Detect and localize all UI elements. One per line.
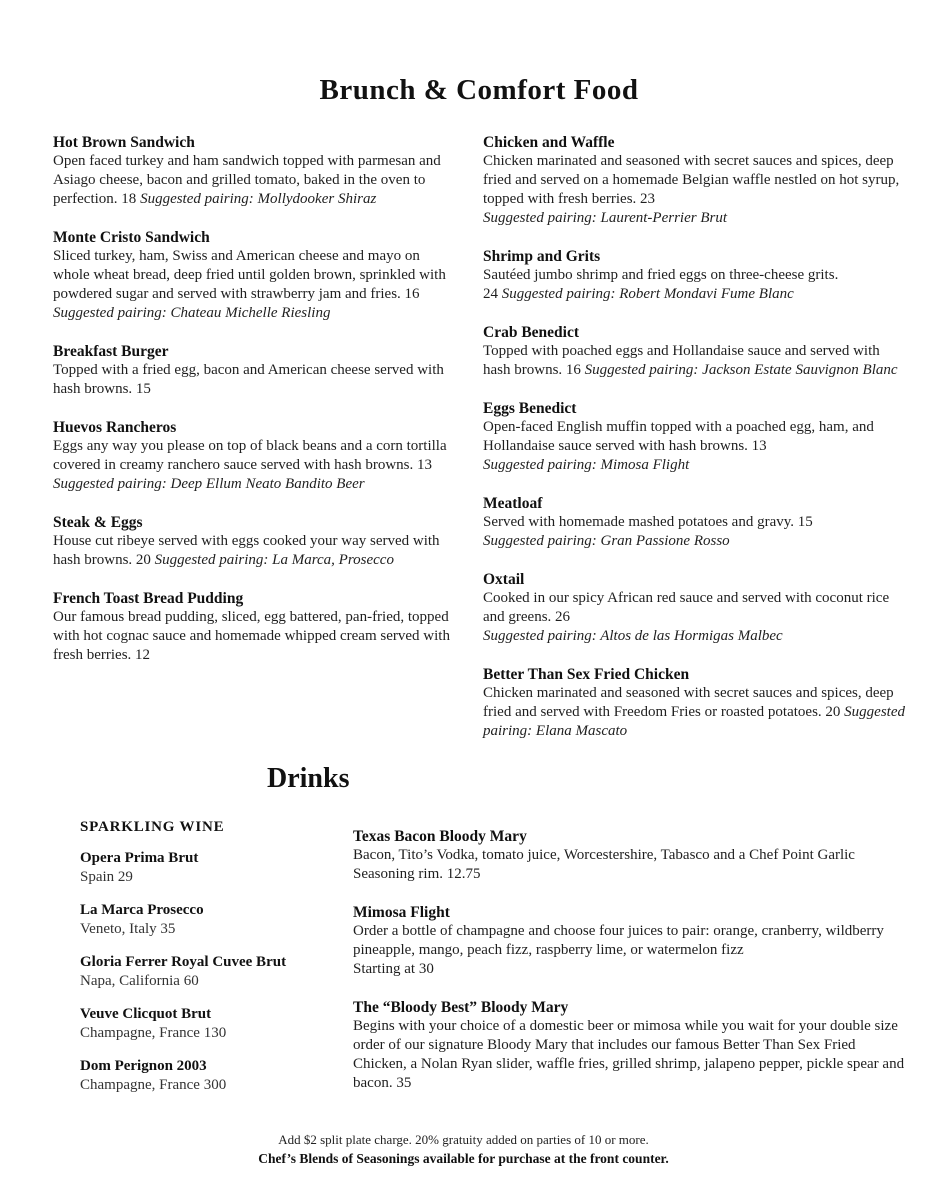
menu-item [353,903,905,979]
suggested-pairing: Suggested pairing: Chateau Michelle Riesling [53,305,331,321]
item-name: Meatloaf [483,495,543,512]
item-text: Open-faced English muffin topped with a poached egg, ham, and Hollandaise sauce served with hash browns. 13 [483,419,874,454]
menu-item [53,342,460,399]
item-description [53,247,460,323]
item-name: Steak & Eggs [53,514,143,531]
menu-item [53,418,460,494]
food-section [53,133,905,760]
menu-item [483,494,905,551]
item-text: Starting at 30 [353,961,434,977]
wine-item [80,1057,353,1095]
sparkling-wine-header: SPARKLING WINE [80,819,225,835]
item-text: Chicken marinated and seasoned with secret sauces and spices, deep fried and served on a homemade Belgian waffle nestled on hot syrup, topped with fresh berries. 23 [483,153,900,207]
suggested-pairing: Suggested pairing: Jackson Estate Sauvignon Blanc [584,362,898,378]
wine-region-price: Veneto, Italy 35 [80,921,176,937]
wine-region-price: Champagne, France 130 [80,1025,227,1041]
footer [0,1130,927,1168]
item-text: Bacon, Tito’s Vodka, tomato juice, Worcestershire, Tabasco and a Chef Point Garlic Seasoning rim. 12.75 [353,847,855,882]
footer-note-bold: Chef’s Blends of Seasonings available for purchase at the front counter. [258,1151,669,1166]
item-name: French Toast Bread Pudding [53,590,244,607]
wine-name: Gloria Ferrer Royal Cuvee Brut [80,954,287,970]
suggested-pairing: Suggested pairing: Elana Mascato [483,704,905,739]
suggested-pairing: Suggested pairing: Altos de las Hormigas Malbec [483,628,783,644]
wine-region-price: Spain 29 [80,869,133,885]
item-name: The “Bloody Best” Bloody Mary [353,999,569,1016]
menu-item [53,589,460,665]
suggested-pairing: Suggested pairing: Mollydooker Shiraz [140,191,377,207]
suggested-pairing: Suggested pairing: Mimosa Flight [483,457,690,473]
item-description [53,152,460,209]
menu-item [483,570,905,646]
menu-item [483,247,905,304]
suggested-pairing: Suggested pairing: Gran Passione Rosso [483,533,730,549]
menu-item [483,323,905,380]
item-text: Begins with your choice of a domestic beer or mimosa while you wait for your double size order of our signature Bloody Mary that includes our famous Better Than Sex Fried Chicken, a Nolan Ryan slider, waffle fries, grilled shrimp, jalapeno pepper, pickle spear and bacon. 35 [353,1018,905,1091]
item-name: Breakfast Burger [53,343,169,360]
item-description [483,152,905,228]
item-name: Better Than Sex Fried Chicken [483,666,690,683]
food-column-left [53,133,460,760]
menu-item [53,513,460,570]
item-text: Sliced turkey, ham, Swiss and American cheese and mayo on whole wheat bread, deep fried until golden brown, sprinkled with powdered sugar and served with strawberry jam and fries. 16 [53,248,446,302]
wine-name: Dom Perignon 2003 [80,1058,207,1074]
wine-item [80,953,353,991]
drinks-section [53,819,905,1112]
item-text: Order a bottle of champagne and choose four juices to pair: orange, cranberry, wildberry pineapple, mango, peach fizz, raspberry lime, or watermelon fizz [353,923,884,958]
wine-column [80,819,353,1112]
item-text: Open faced turkey and ham sandwich topped with parmesan and Asiago cheese, bacon and grilled tomato, baked in the oven to perfection. 18 [53,153,441,207]
item-description [353,922,905,979]
item-text: Cooked in our spicy African red sauce and served with coconut rice and greens. 26 [483,590,890,625]
food-column-right [483,133,905,760]
item-text: Chicken marinated and seasoned with secret sauces and spices, deep fried and served with Freedom Fries or roasted potatoes. 20 [483,685,894,720]
page-title: Brunch & Comfort Food [319,74,639,106]
item-name: Chicken and Waffle [483,134,615,151]
item-text: Sautéed jumbo shrimp and fried eggs on three-cheese grits. [483,267,839,283]
item-description [53,532,460,570]
menu-item [353,998,905,1093]
item-name: Monte Cristo Sandwich [53,229,210,246]
cocktail-column [353,819,905,1112]
item-text: Topped with poached eggs and Hollandaise sauce and served with hash browns. 16 [483,343,880,378]
menu-item [353,827,905,884]
suggested-pairing: Suggested pairing: Deep Ellum Neato Bandito Beer [53,476,365,492]
suggested-pairing: Suggested pairing: Laurent-Perrier Brut [483,210,728,226]
item-description [483,418,905,475]
item-description [483,589,905,646]
item-name: Oxtail [483,571,525,588]
item-text: 24 [483,286,502,302]
wine-name: Opera Prima Brut [80,850,199,866]
item-text: Our famous bread pudding, sliced, egg battered, pan-fried, topped with hot cognac sauce and homemade whipped cream served with fresh berries. 12 [53,609,450,663]
item-text: Eggs any way you please on top of black beans and a corn tortilla covered in creamy ranchero sauce served with hash browns. 13 [53,438,447,473]
item-name: Huevos Rancheros [53,419,177,436]
item-name: Eggs Benedict [483,400,577,417]
item-description [53,437,460,494]
menu-item [53,133,460,209]
item-description [353,1017,905,1093]
item-name: Texas Bacon Bloody Mary [353,828,527,845]
wine-region-price: Napa, California 60 [80,973,199,989]
item-description [353,846,905,884]
menu-item [483,665,905,741]
wine-item [80,1005,353,1043]
item-description [483,342,905,380]
wine-region-price: Champagne, France 300 [80,1077,227,1093]
item-name: Hot Brown Sandwich [53,134,195,151]
drinks-title: Drinks [267,763,350,794]
menu-item [53,228,460,323]
item-description [483,684,905,741]
wine-item [80,849,353,887]
item-name: Mimosa Flight [353,904,450,921]
footer-note: Add $2 split plate charge. 20% gratuity added on parties of 10 or more. [278,1132,649,1147]
item-description [483,513,905,551]
menu-item [483,133,905,228]
item-description [53,361,460,399]
wine-list [80,849,353,1095]
item-text: Topped with a fried egg, bacon and American cheese served with hash browns. 15 [53,362,444,397]
item-name: Crab Benedict [483,324,580,341]
wine-name: La Marca Prosecco [80,902,204,918]
item-description [53,608,460,665]
item-description [483,266,905,304]
menu-item [483,399,905,475]
item-text: House cut ribeye served with eggs cooked your way served with hash browns. 20 [53,533,440,568]
item-name: Shrimp and Grits [483,248,601,265]
suggested-pairing: Suggested pairing: La Marca, Prosecco [154,552,394,568]
wine-item [80,901,353,939]
item-text: Served with homemade mashed potatoes and gravy. 15 [483,514,813,530]
wine-name: Veuve Clicquot Brut [80,1006,212,1022]
suggested-pairing: Suggested pairing: Robert Mondavi Fume Blanc [501,286,794,302]
